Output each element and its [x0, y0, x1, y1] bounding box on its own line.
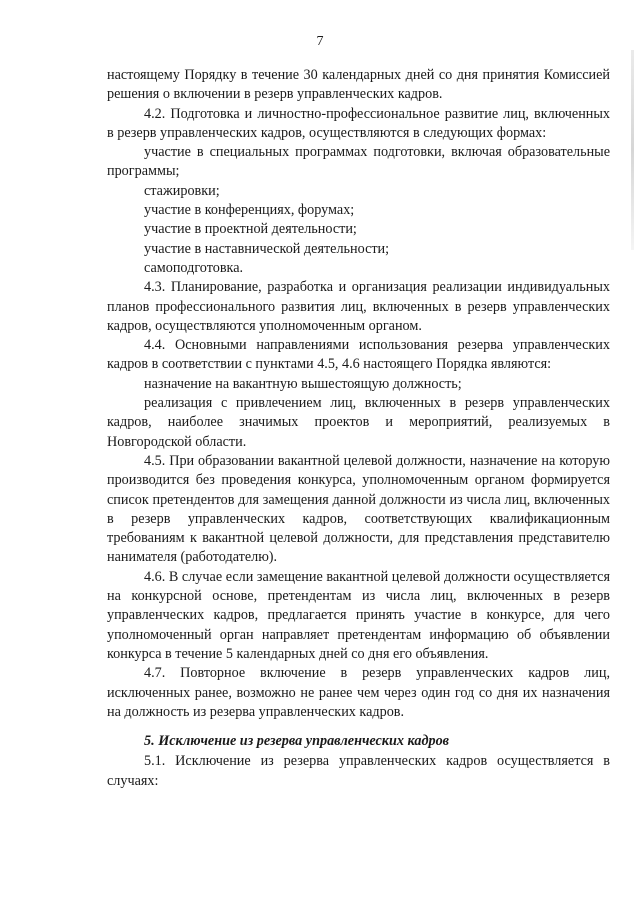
- list-item: стажировки;: [144, 182, 220, 199]
- list-item: назначение на вакантную вышестоящую должность;: [144, 375, 462, 392]
- paragraph-4-3: 4.3. Планирование, разработка и организация реализации индивидуальных планов профессионального развития лиц, включенных в резерв управленческих кадров, осуществляются уполномоченным органом.: [107, 279, 610, 334]
- section-5-heading: 5. Исключение из резерва управленческих кадров: [144, 733, 450, 750]
- list-item: самоподготовка.: [144, 259, 244, 276]
- paragraph-4-4: 4.4. Основными направлениями использования резерва управленческих кадров в соответствии с пунктами 4.5, 4.6 настоящего Порядка являются:: [107, 337, 610, 373]
- list-item: участие в наставнической деятельности;: [144, 240, 390, 257]
- document-body: [107, 66, 610, 791]
- list-item: участие в конференциях, форумах;: [144, 202, 355, 219]
- scan-margin-mark: [631, 50, 634, 250]
- list-item: участие в специальных программах подготовки, включая образовательные программы;: [107, 144, 610, 180]
- list-item: участие в проектной деятельности;: [144, 221, 357, 238]
- paragraph-4-2: 4.2. Подготовка и личностно-профессиональное развитие лиц, включенных в резерв управленческих кадров, осуществляются в следующих формах:: [107, 105, 610, 141]
- paragraph-4-6: 4.6. В случае если замещение вакантной целевой должности осуществляется на конкурсной основе, претендентам из числа лиц, включенных в резерв управленческих кадров, предлагается принять участие в конкурсе, для чего уполномоченный орган направляет претендентам информацию об объявлении конкурса в течение 5 календарных дней со дня его объявления.: [107, 568, 610, 662]
- paragraph-5-1: 5.1. Исключение из резерва управленческих кадров осуществляется в случаях:: [107, 753, 610, 789]
- paragraph-4-5: 4.5. При образовании вакантной целевой должности, назначение на которую производится без проведения конкурса, уполномоченным органом формируется список претендентов для замещения данной должности из числа лиц, включенных в резерв управленческих кадров, соответствующих квалификационным требованиям к вакантной целевой должности, для представления представителю нанимателя (работодателю).: [107, 452, 610, 566]
- list-item: реализация с привлечением лиц, включенных в резерв управленческих кадров, наиболее значимых проектов и мероприятий, реализуемых в Новгородской области.: [107, 395, 610, 450]
- paragraph-4-7: 4.7. Повторное включение в резерв управленческих кадров лиц, исключенных ранее, возможно не ранее чем через один год со дня их назначения на должность из резерва управленческих кадров.: [107, 665, 610, 720]
- paragraph-continuation: настоящему Порядку в течение 30 календарных дней со дня принятия Комиссией решения о включении в резерв управленческих кадров.: [107, 67, 610, 103]
- page-number: 7: [316, 34, 324, 49]
